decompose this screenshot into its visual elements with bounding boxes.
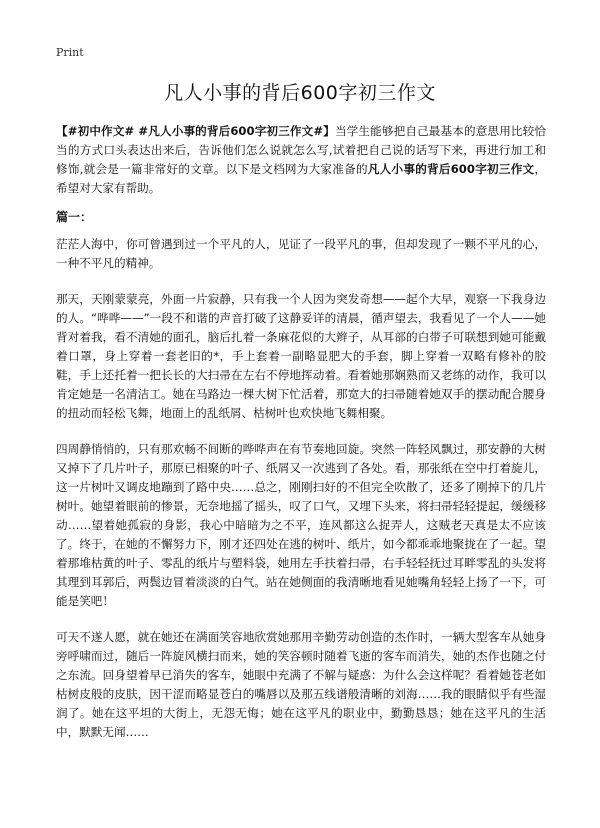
section-heading: 篇一： — [56, 210, 93, 224]
intro-tag: 【#初中作文# #凡人小事的背后600字初三作文#】 — [56, 124, 335, 138]
paragraph-4: 可天不遂人愿，就在她还在满面笑容地欣赏她那用辛勤劳动创造的杰作时，一辆大型客车从她身旁呼啸而过，随后一阵旋风横扫而来，她的笑容顿时随着飞逝的客车而消失，她的杰作也随之付之东流。回身望着早已消失的客车，她眼中充满了不解与疑惑：为什么会这样呢？看着她苍老如枯树皮般的皮肤，因干涩而略显苍白的嘴唇以及那五线谱般清晰的刘海……我的眼睛似乎有些湿润了。她在这平坦的大街上，无怨无悔；她在这平凡的职业中，勤勤恳恳；她在这平凡的生活中，默默无闻…… — [56, 630, 546, 739]
article-body — [56, 122, 546, 759]
paragraph-2: 那天，天刚蒙蒙亮，外面一片寂静，只有我一个人因为突发奇想——起个大早，观察一下我身边的人。“哗哗——”一段不和谐的声音打破了这静妥详的清晨，循声望去，我看见了一个人——她背对着我，看不清她的面孔，脑后扎着一条麻花似的大辫子，从耳部的白带子可联想到她可能戴着口罩，身上穿着一套老旧的*，手上套着一副略显肥大的手套，脚上穿着一双略有修补的胶鞋，手上还托着一把长长的大扫帚在左右不停地挥动着。看着她那娴熟而又老练的动作，我可以肯定她是一名清洁工。她在马路边一棵大树下忙活着，那宽大的扫帚随着她双手的摆动配合腰身的扭动而轻松飞舞，地面上的乱纸屑、枯树叶也欢快地飞舞相聚。 — [56, 292, 546, 420]
intro-text-1: 当学生能够把自己最基本的意思用比较恰当的方式口头表达出来后，告诉他们怎么说就怎么写,试着把自己说的话写下来，再进行加工和修饰,就会是一篇非常好的文章。以下是文档网为大家准备的 — [56, 124, 546, 176]
print-label[interactable]: Print — [56, 46, 84, 59]
paragraph-1: 茫茫人海中，你可曾遇到过一个平凡的人，见证了一段平凡的事，但却发现了一颗不平凡的心，一种不平凡的精神。 — [56, 237, 546, 270]
intro-strong: 凡人小事的背后600字初三作文 — [367, 162, 535, 176]
page-title: 凡人小事的背后600字初三作文 — [164, 82, 436, 104]
intro-paragraph — [56, 122, 546, 198]
paragraph-3: 四周静悄悄的，只有那欢畅不间断的哗哗声在有节奏地回旋。突然一阵轻风飘过，那安静的大树又掉下了几片叶子，那原已相聚的叶子、纸屑又一次逃到了各处。看，那张纸在空中打着旋儿，这一片树叶又调皮地蹦到了路中央……总之，刚刚扫好的不但完全吹散了，还多了刚掉下的几片树叶。她望着眼前的惨景，无奈地摇了摇头，叹了口气，又埋下头来，将扫帚轻轻提起，缓缓移动……望着她孤寂的身影，我心中暗暗为之不平，连风都这么捉弄人，这贼老天真是太不应该了。终于，在她的不懈努力下，刚才还四处在逃的树叶、纸片，如今都乖乖地聚拢在了一起。望着那堆枯黄的叶子、零乱的纸片与塑料袋，她用左手扶着扫帚，右手轻轻抚过耳畔零乱的头发将其理到耳郭后，两鬓边冒着淡淡的白气。站在她侧面的我清晰地看见她嘴角轻轻上扬了一下，可能是笑吧！ — [56, 442, 546, 608]
intro-text-2: ，希望对大家有帮助。 — [56, 162, 547, 195]
